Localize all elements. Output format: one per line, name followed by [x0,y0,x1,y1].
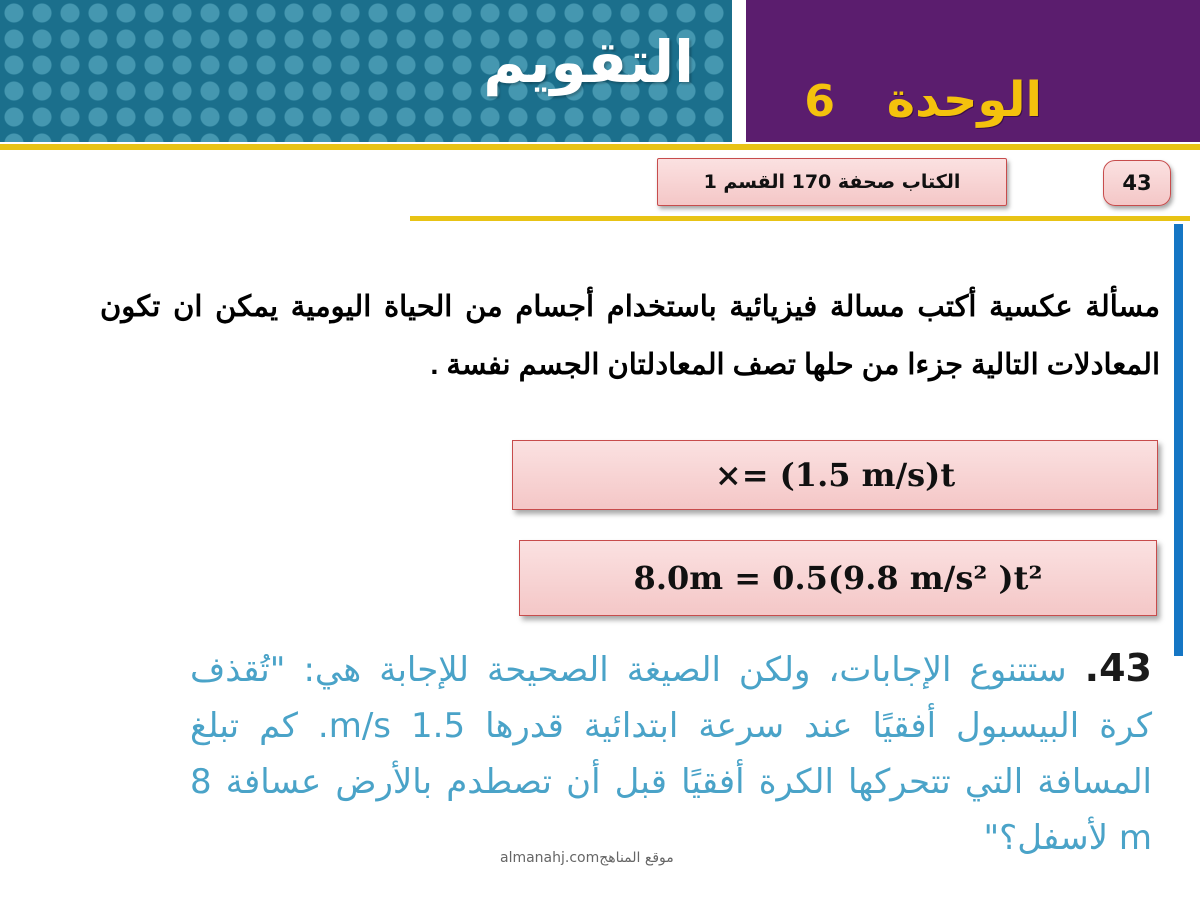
answer-number: 43. [1084,646,1152,690]
watermark: almanahj.comموقع المناهج [500,850,674,866]
section-divider [410,216,1190,221]
problem-statement: مسألة عكسية أكتب مسالة فيزيائية باستخدام أجسام من الحياة اليومية يمكن ان تكون المعادلات التالية جزءا من حلها تصف المعادلتان الجسم نفسة . [100,291,1160,381]
book-reference-box: الكتاب صحفة 170 القسم 1 [657,158,1007,206]
header-title: التقويم [483,28,694,96]
header-divider [0,144,1200,150]
side-accent-bar [1174,224,1183,656]
equation-horizontal-motion: ×= (1.5 m/s)t [512,440,1158,510]
answer-block [190,640,1152,866]
unit-label: الوحدة [886,72,1042,128]
answer-text: ستتنوع الإجابات، ولكن الصيغة الصحيحة للإجابة هي: "تُقذف كرة البيسبول أفقيًا عند سرعة ابتدائية قدرها 1.5 m/s. كم تبلغ المسافة التي تتحركها الكرة أفقيًا قبل أن تصطدم بالأرض عسافة 8 m لأسفل؟" [190,650,1153,858]
question-number-badge: 43 [1103,160,1171,206]
header-banner-review [0,0,732,142]
unit-number: 6 [804,76,835,127]
equation-vertical-motion: 8.0m = 0.5(9.8 m/s² )t² [519,540,1157,616]
header-banner-unit [746,0,1200,142]
header-gap [732,0,746,142]
